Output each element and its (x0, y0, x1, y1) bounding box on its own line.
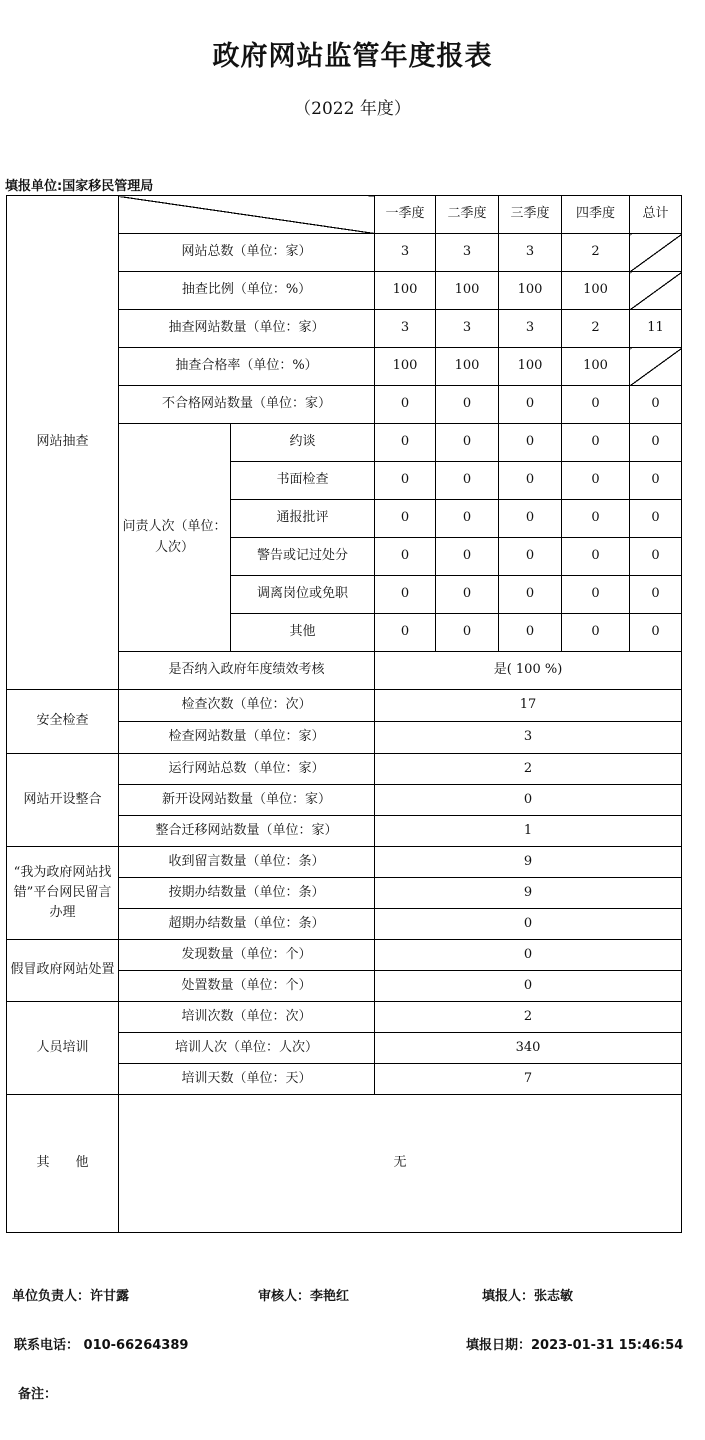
table-row (7, 690, 682, 722)
row-label: 网站总数（单位：家） (119, 234, 375, 272)
row-label: 检查次数（单位：次） (119, 690, 375, 722)
value-q2: 0 (436, 614, 499, 652)
value-q3: 0 (499, 614, 562, 652)
value-q2: 0 (436, 500, 499, 538)
footer-phone: 联系电话： 010-66264389 (14, 1338, 189, 1353)
row-label: 收到留言数量（单位：条） (119, 847, 375, 878)
row-value: 0 (375, 971, 682, 1002)
value-total: 11 (630, 310, 682, 348)
accountability-item: 约谈 (231, 424, 375, 462)
value-q3: 3 (499, 234, 562, 272)
footer-reviewer: 审核人：李艳红 (258, 1289, 350, 1304)
value-total: 0 (630, 500, 682, 538)
value-q4: 100 (562, 348, 630, 386)
row-label: 检查网站数量（单位：家） (119, 722, 375, 754)
row-value: 2 (375, 1002, 682, 1033)
report-table (6, 195, 682, 1233)
value-total: 0 (630, 386, 682, 424)
value-q3: 0 (499, 576, 562, 614)
row-value: 17 (375, 690, 682, 722)
total-diagonal-cell (630, 272, 682, 310)
table-row (7, 1002, 682, 1033)
value-q2: 100 (436, 348, 499, 386)
row-label: 培训次数（单位：次） (119, 1002, 375, 1033)
value-q3: 100 (499, 348, 562, 386)
value-q1: 0 (375, 424, 436, 462)
value-q3: 0 (499, 424, 562, 462)
category-training: 人员培训 (7, 1002, 119, 1095)
report-year: （2022 年度） (294, 99, 411, 119)
total-diagonal-cell (630, 348, 682, 386)
table-row (7, 1095, 682, 1233)
row-value: 1 (375, 816, 682, 847)
value-q1: 0 (375, 614, 436, 652)
value-total: 0 (630, 424, 682, 462)
value-q1: 0 (375, 500, 436, 538)
row-value: 2 (375, 754, 682, 785)
row-value: 0 (375, 785, 682, 816)
row-value: 340 (375, 1033, 682, 1064)
header-total: 总计 (630, 196, 682, 234)
value-q4: 2 (562, 234, 630, 272)
category-setup: 网站开设整合 (7, 754, 119, 847)
accountability-item: 其他 (231, 614, 375, 652)
row-value: 3 (375, 722, 682, 754)
row-label: 运行网站总数（单位：家） (119, 754, 375, 785)
value-q1: 3 (375, 310, 436, 348)
other-value: 无 (119, 1095, 682, 1233)
value-q3: 0 (499, 538, 562, 576)
performance-label: 是否纳入政府年度绩效考核 (119, 652, 375, 690)
value-q4: 0 (562, 500, 630, 538)
value-q1: 3 (375, 234, 436, 272)
value-q1: 0 (375, 386, 436, 424)
row-label: 抽查比例（单位：%） (119, 272, 375, 310)
row-label: 培训天数（单位：天） (119, 1064, 375, 1095)
value-q3: 0 (499, 386, 562, 424)
value-q3: 0 (499, 500, 562, 538)
row-label: 按期办结数量（单位：条） (119, 878, 375, 909)
accountability-item: 通报批评 (231, 500, 375, 538)
value-total: 0 (630, 538, 682, 576)
row-label: 发现数量（单位：个） (119, 940, 375, 971)
value-q1: 0 (375, 576, 436, 614)
accountability-label: 问责人次（单位：人次） (119, 424, 231, 652)
table-row (7, 754, 682, 785)
value-q4: 100 (562, 272, 630, 310)
value-q2: 3 (436, 234, 499, 272)
value-q2: 3 (436, 310, 499, 348)
row-label: 新开设网站数量（单位：家） (119, 785, 375, 816)
row-label: 不合格网站数量（单位：家） (119, 386, 375, 424)
footer-note: 备注： (18, 1387, 58, 1402)
value-q3: 3 (499, 310, 562, 348)
total-diagonal-cell (630, 234, 682, 272)
value-q4: 0 (562, 538, 630, 576)
value-q4: 0 (562, 462, 630, 500)
footer-leader: 单位负责人：许甘露 (12, 1289, 130, 1304)
row-value: 0 (375, 940, 682, 971)
row-label: 处置数量（单位：个） (119, 971, 375, 1002)
table-row (7, 847, 682, 878)
value-q1: 100 (375, 272, 436, 310)
row-label: 超期办结数量（单位：条） (119, 909, 375, 940)
value-q2: 0 (436, 462, 499, 500)
value-q3: 100 (499, 272, 562, 310)
category-other: 其 他 (7, 1095, 119, 1233)
header-q4: 四季度 (562, 196, 630, 234)
row-value: 9 (375, 847, 682, 878)
row-value: 7 (375, 1064, 682, 1095)
category-feedback: “我为政府网站找错”平台网民留言办理 (7, 847, 119, 940)
value-q2: 0 (436, 386, 499, 424)
performance-value: 是( 100 %) (375, 652, 682, 690)
value-q4: 0 (562, 424, 630, 462)
value-q1: 100 (375, 348, 436, 386)
value-q4: 0 (562, 614, 630, 652)
report-title: 政府网站监管年度报表 (212, 41, 493, 72)
footer-date: 填报日期：2023-01-31 15:46:54 (466, 1338, 684, 1353)
category-safety: 安全检查 (7, 690, 119, 754)
value-total: 0 (630, 614, 682, 652)
row-label: 抽查合格率（单位：%） (119, 348, 375, 386)
header-q3: 三季度 (499, 196, 562, 234)
value-q2: 0 (436, 576, 499, 614)
footer-filler: 填报人：张志敏 (482, 1289, 574, 1304)
row-value: 9 (375, 878, 682, 909)
value-q3: 0 (499, 462, 562, 500)
row-label: 培训人次（单位：人次） (119, 1033, 375, 1064)
table-row (7, 940, 682, 971)
accountability-item: 书面检查 (231, 462, 375, 500)
reporting-unit: 填报单位:国家移民管理局 (5, 179, 154, 194)
row-label: 整合迁移网站数量（单位：家） (119, 816, 375, 847)
table-row (7, 196, 682, 234)
value-q4: 0 (562, 576, 630, 614)
value-q2: 100 (436, 272, 499, 310)
value-q1: 0 (375, 462, 436, 500)
row-label: 抽查网站数量（单位：家） (119, 310, 375, 348)
category-fake: 假冒政府网站处置 (7, 940, 119, 1002)
report-body (7, 196, 682, 1233)
value-q1: 0 (375, 538, 436, 576)
row-value: 0 (375, 909, 682, 940)
accountability-item: 警告或记过处分 (231, 538, 375, 576)
value-q2: 0 (436, 538, 499, 576)
value-total: 0 (630, 462, 682, 500)
value-total: 0 (630, 576, 682, 614)
category-spot-check: 网站抽查 (7, 196, 119, 690)
header-diagonal-cell (119, 196, 375, 234)
header-q1: 一季度 (375, 196, 436, 234)
value-q4: 2 (562, 310, 630, 348)
value-q2: 0 (436, 424, 499, 462)
accountability-item: 调离岗位或免职 (231, 576, 375, 614)
header-q2: 二季度 (436, 196, 499, 234)
value-q4: 0 (562, 386, 630, 424)
